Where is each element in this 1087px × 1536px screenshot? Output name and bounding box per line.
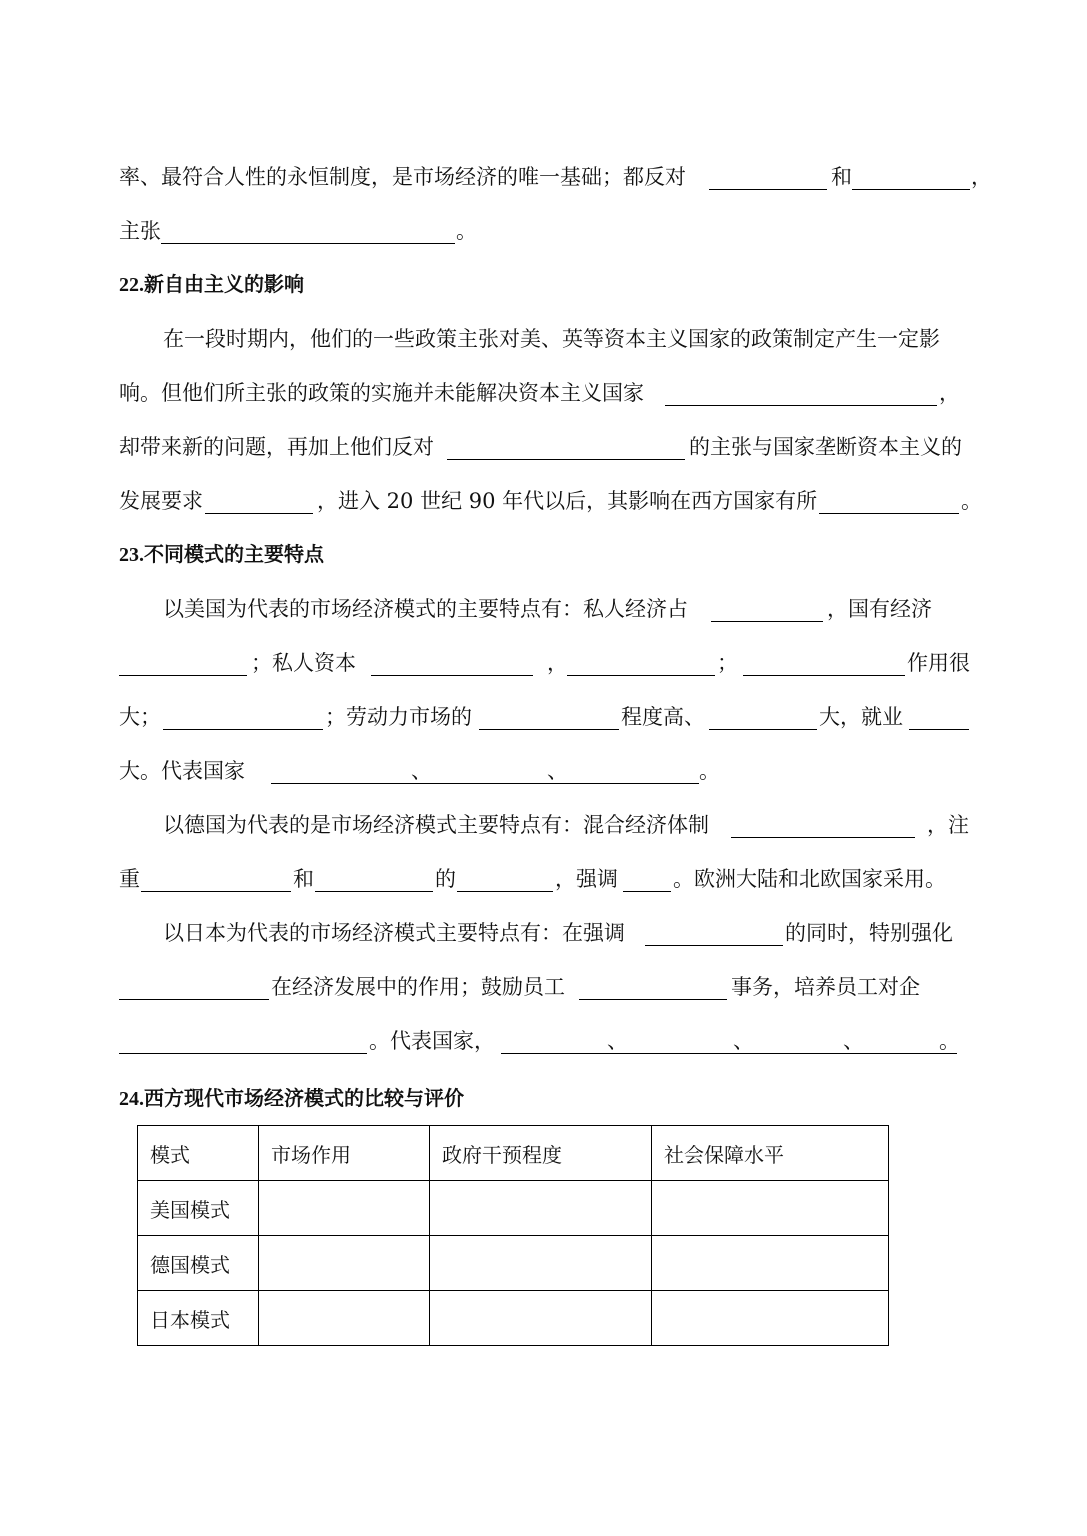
- blank[interactable]: [163, 729, 323, 730]
- text: 的同时，特别强化: [785, 921, 953, 945]
- blank[interactable]: [665, 405, 937, 406]
- us-line-4: [119, 756, 979, 786]
- text: 和: [293, 867, 314, 891]
- text: 。: [699, 759, 720, 783]
- text: 、: [607, 1029, 628, 1053]
- text: 程度高、: [621, 705, 705, 729]
- blank[interactable]: [371, 675, 533, 676]
- paragraph-line: [119, 486, 982, 516]
- paragraph-line: 在一段时期内，他们的一些政策主张对美、英等资本主义国家的政策制定产生一定影: [163, 327, 940, 351]
- blank[interactable]: [909, 729, 969, 730]
- text: ；劳动力市场的: [325, 705, 472, 729]
- text: 主张: [119, 219, 161, 243]
- blank[interactable]: [161, 243, 455, 244]
- blank[interactable]: [205, 513, 313, 514]
- text: 。: [939, 1029, 960, 1053]
- answer-cell[interactable]: [430, 1181, 652, 1236]
- blank-country-line[interactable]: [501, 1053, 957, 1054]
- text: 的主张与国家垄断资本主义的: [689, 435, 962, 459]
- blank[interactable]: [119, 675, 247, 676]
- section-heading-22: 22.新自由主义的影响: [119, 274, 304, 296]
- text: 响。但他们所主张的政策的实施并未能解决资本主义国家: [119, 381, 644, 405]
- text: 以美国为代表的市场经济模式的主要特点有：私人经济占: [163, 597, 688, 621]
- header-cell: 社会保障水平: [652, 1126, 889, 1181]
- header-cell: 政府干预程度: [430, 1126, 652, 1181]
- text: ，: [971, 165, 992, 189]
- text: 、: [843, 1029, 864, 1053]
- text: 、: [411, 759, 432, 783]
- row-label: 美国模式: [138, 1181, 259, 1236]
- text: 大；: [119, 705, 161, 729]
- blank[interactable]: [743, 675, 905, 676]
- blank[interactable]: [457, 891, 553, 892]
- answer-cell[interactable]: [430, 1236, 652, 1291]
- text: ；私人资本: [251, 651, 356, 675]
- text: 作用很: [907, 651, 970, 675]
- answer-cell[interactable]: [652, 1236, 889, 1291]
- blank[interactable]: [711, 621, 823, 622]
- section-heading-23: 23.不同模式的主要特点: [119, 544, 324, 566]
- blank[interactable]: [119, 1053, 367, 1054]
- us-line-2: [119, 648, 979, 678]
- intro-line-1: [119, 162, 992, 192]
- text: 。: [961, 489, 982, 513]
- text: 和: [831, 165, 852, 189]
- blank[interactable]: [852, 189, 970, 190]
- text: 事务，培养员工对企: [731, 975, 920, 999]
- text: ；: [717, 651, 738, 675]
- text: 以日本为代表的市场经济模式主要特点有：在强调: [163, 921, 625, 945]
- table-row: [138, 1236, 889, 1291]
- blank[interactable]: [623, 891, 671, 892]
- text: 在经济发展中的作用；鼓励员工: [271, 975, 565, 999]
- answer-cell[interactable]: [259, 1181, 430, 1236]
- blank[interactable]: [447, 459, 685, 460]
- text: 。: [456, 219, 477, 243]
- blank[interactable]: [645, 945, 783, 946]
- header-cell: 模式: [138, 1126, 259, 1181]
- text: 大，就业: [819, 705, 903, 729]
- blank[interactable]: [567, 675, 715, 676]
- text: 发展要求: [119, 489, 203, 513]
- jp-line-3: [119, 1026, 979, 1056]
- table-row: [138, 1291, 889, 1346]
- blank-country-line[interactable]: [271, 783, 699, 784]
- comparison-table: [137, 1125, 889, 1346]
- text: 、: [547, 759, 568, 783]
- text: 、: [733, 1029, 754, 1053]
- text: 。代表国家，: [369, 1029, 495, 1053]
- text: 大。代表国家: [119, 759, 245, 783]
- blank[interactable]: [709, 189, 827, 190]
- row-label: 日本模式: [138, 1291, 259, 1346]
- blank[interactable]: [709, 729, 817, 730]
- text: 。欧洲大陆和北欧国家采用。: [673, 867, 946, 891]
- blank[interactable]: [579, 999, 727, 1000]
- text: 却带来新的问题，再加上他们反对: [119, 435, 434, 459]
- answer-cell[interactable]: [652, 1181, 889, 1236]
- answer-cell[interactable]: [430, 1291, 652, 1346]
- blank[interactable]: [731, 837, 915, 838]
- text: 以德国为代表的是市场经济模式主要特点有：混合经济体制: [163, 813, 709, 837]
- answer-cell[interactable]: [652, 1291, 889, 1346]
- text: 的: [435, 867, 456, 891]
- blank[interactable]: [119, 999, 269, 1000]
- de-line-2: [119, 864, 979, 894]
- table-header-row: [138, 1126, 889, 1181]
- paragraph-line: [119, 378, 979, 408]
- de-line-1: [163, 810, 973, 840]
- blank[interactable]: [141, 891, 291, 892]
- header-cell: 市场作用: [259, 1126, 430, 1181]
- row-label: 德国模式: [138, 1236, 259, 1291]
- text: ，: [939, 381, 960, 405]
- blank[interactable]: [315, 891, 433, 892]
- text: ，: [547, 651, 568, 675]
- jp-line-1: [163, 918, 973, 948]
- answer-cell[interactable]: [259, 1291, 430, 1346]
- paragraph-line: [119, 432, 979, 462]
- us-line-1: [163, 594, 963, 624]
- jp-line-2: [119, 972, 979, 1002]
- text: ，国有经济: [827, 597, 932, 621]
- text: ，注: [927, 813, 969, 837]
- intro-line-2: [119, 216, 479, 246]
- text: ，强调: [555, 867, 618, 891]
- text: ，进入 20 世纪 90 年代以后，其影响在西方国家有所: [317, 489, 818, 513]
- blank[interactable]: [479, 729, 619, 730]
- blank[interactable]: [819, 513, 959, 514]
- us-line-3: [119, 702, 979, 732]
- answer-cell[interactable]: [259, 1236, 430, 1291]
- table-row: [138, 1181, 889, 1236]
- text: 率、最符合人性的永恒制度，是市场经济的唯一基础；都反对: [119, 165, 686, 189]
- text: 重: [119, 867, 140, 891]
- section-heading-24: 24.西方现代市场经济模式的比较与评价: [119, 1088, 464, 1110]
